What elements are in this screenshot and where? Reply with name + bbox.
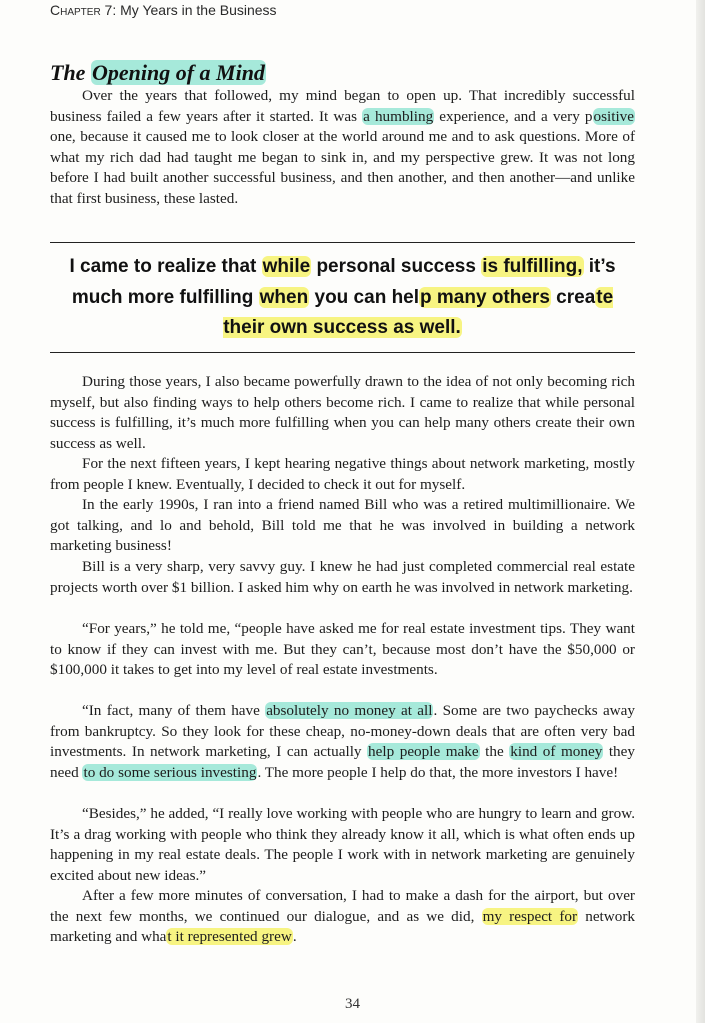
paragraph-fifteen-years: For the next fifteen years, I kept hearing negative things about network marketing, mostly from people I knew. Eventually, I decided to check it out for myself. <box>50 455 635 493</box>
highlight-kind-of-money: kind of money <box>510 743 603 760</box>
chapter-title: My Years in the Business <box>120 2 277 18</box>
text-run: crea <box>550 286 596 308</box>
section-title-text: The <box>50 60 91 85</box>
paragraph-early-1990s: In the early 1990s, I ran into a friend named Bill who was a retired multimillionaire. We got talking, and lo and behold, Bill told me that he was involved in building a network marketing business! <box>50 496 635 554</box>
text-run: After a few more minutes of conversation, I had to make a dash for the airport, but over the next few months, we continued our dialogue, and as we did, <box>50 887 635 925</box>
text-run: it’s much more fulfilling <box>71 256 616 308</box>
paragraph-besides: “Besides,” he added, “I really love working with people who are hungry to learn and grow. It’s a drag working with people who think they already know it all, which is what often ends up happening in my real estate deals. The people I work with in network marketing are genuinely excited about new ideas.” <box>50 805 635 884</box>
highlight-serious-investing: to do some serious investing <box>83 763 257 781</box>
highlight-is-fulfilling: is fulfilling, <box>482 256 583 277</box>
highlight-humbling: a humbling <box>363 107 434 125</box>
pullquote <box>50 252 635 344</box>
section-title-highlight: Opening of a Mind <box>91 60 265 85</box>
highlight-represented-grew: t it represented grew <box>167 928 292 945</box>
text-run: you can hel <box>309 286 420 308</box>
paragraph-after-few-minutes <box>50 886 635 948</box>
highlight-no-money: absolutely no money at all <box>266 702 433 719</box>
highlight-positive: ositive <box>593 107 635 125</box>
chapter-label: Chapter 7: <box>50 2 117 18</box>
highlight-my-respect: my respect for <box>482 907 578 925</box>
paragraph-opening <box>50 86 635 209</box>
highlight-when: when <box>259 286 309 308</box>
text-run: they need <box>50 743 635 781</box>
text-run: . Some are two paychecks away from bankruptcy. So they look for these cheap, no-money-down deals that are often very bad investments. In network marketing, I can actually <box>50 702 635 760</box>
text-run: experience, and a very p <box>434 107 593 125</box>
text-run: “In fact, many of them have <box>82 702 266 719</box>
section-title <box>50 60 266 86</box>
text-run: I came to realize that <box>69 256 262 277</box>
text-run: the <box>479 743 510 760</box>
pullquote-bottom-rule <box>50 352 635 353</box>
pullquote-top-rule <box>50 242 635 243</box>
page-edge-shadow <box>696 0 705 1023</box>
running-header <box>50 2 277 18</box>
highlight-their-own-success: te their own success as well. <box>223 286 614 338</box>
highlight-many-others: p many others <box>420 286 550 308</box>
paragraph-for-years: “For years,” he told me, “people have asked me for real estate investment tips. They want to know if they can invest with me. But they can’t, because most don’t have the $50,000 or $100,000 it takes to get into my level of real estate investments. <box>50 620 635 678</box>
paragraph-in-fact <box>50 701 635 783</box>
text-run: one, because it caused me to look closer at the world around me and to ask questions. More of what my rich dad had taught me began to sink in, and my perspective grew. It was not long before I had built another successful business, and then another, and then another—and unlike that first business, these lasted. <box>50 128 635 207</box>
text-run: personal success <box>311 256 482 277</box>
text-run: . <box>292 928 297 945</box>
paragraph-drawn-to-idea: During those years, I also became powerfully drawn to the idea of not only becoming rich myself, but also finding ways to help others become rich. I came to realize that while personal success is fulfilling, it’s much more fulfilling when you can help many others create their own success as well. <box>50 373 635 452</box>
highlight-help-people: help people make <box>368 743 479 760</box>
paragraph-bill-sharp: Bill is a very sharp, very savvy guy. I knew he had just completed commercial real estate projects worth over $1 billion. I asked him why on earth he was involved in network marketing. <box>50 558 635 596</box>
text-run: . The more people I help do that, the more investors I have! <box>257 763 619 781</box>
text-run: Over the years that followed, my mind began to open up. That incredibly successful business failed a few years after it started. It was <box>50 87 635 125</box>
page-number: 34 <box>345 996 360 1012</box>
text-run: network marketing and wha <box>50 907 635 945</box>
highlight-while: while <box>262 256 311 277</box>
